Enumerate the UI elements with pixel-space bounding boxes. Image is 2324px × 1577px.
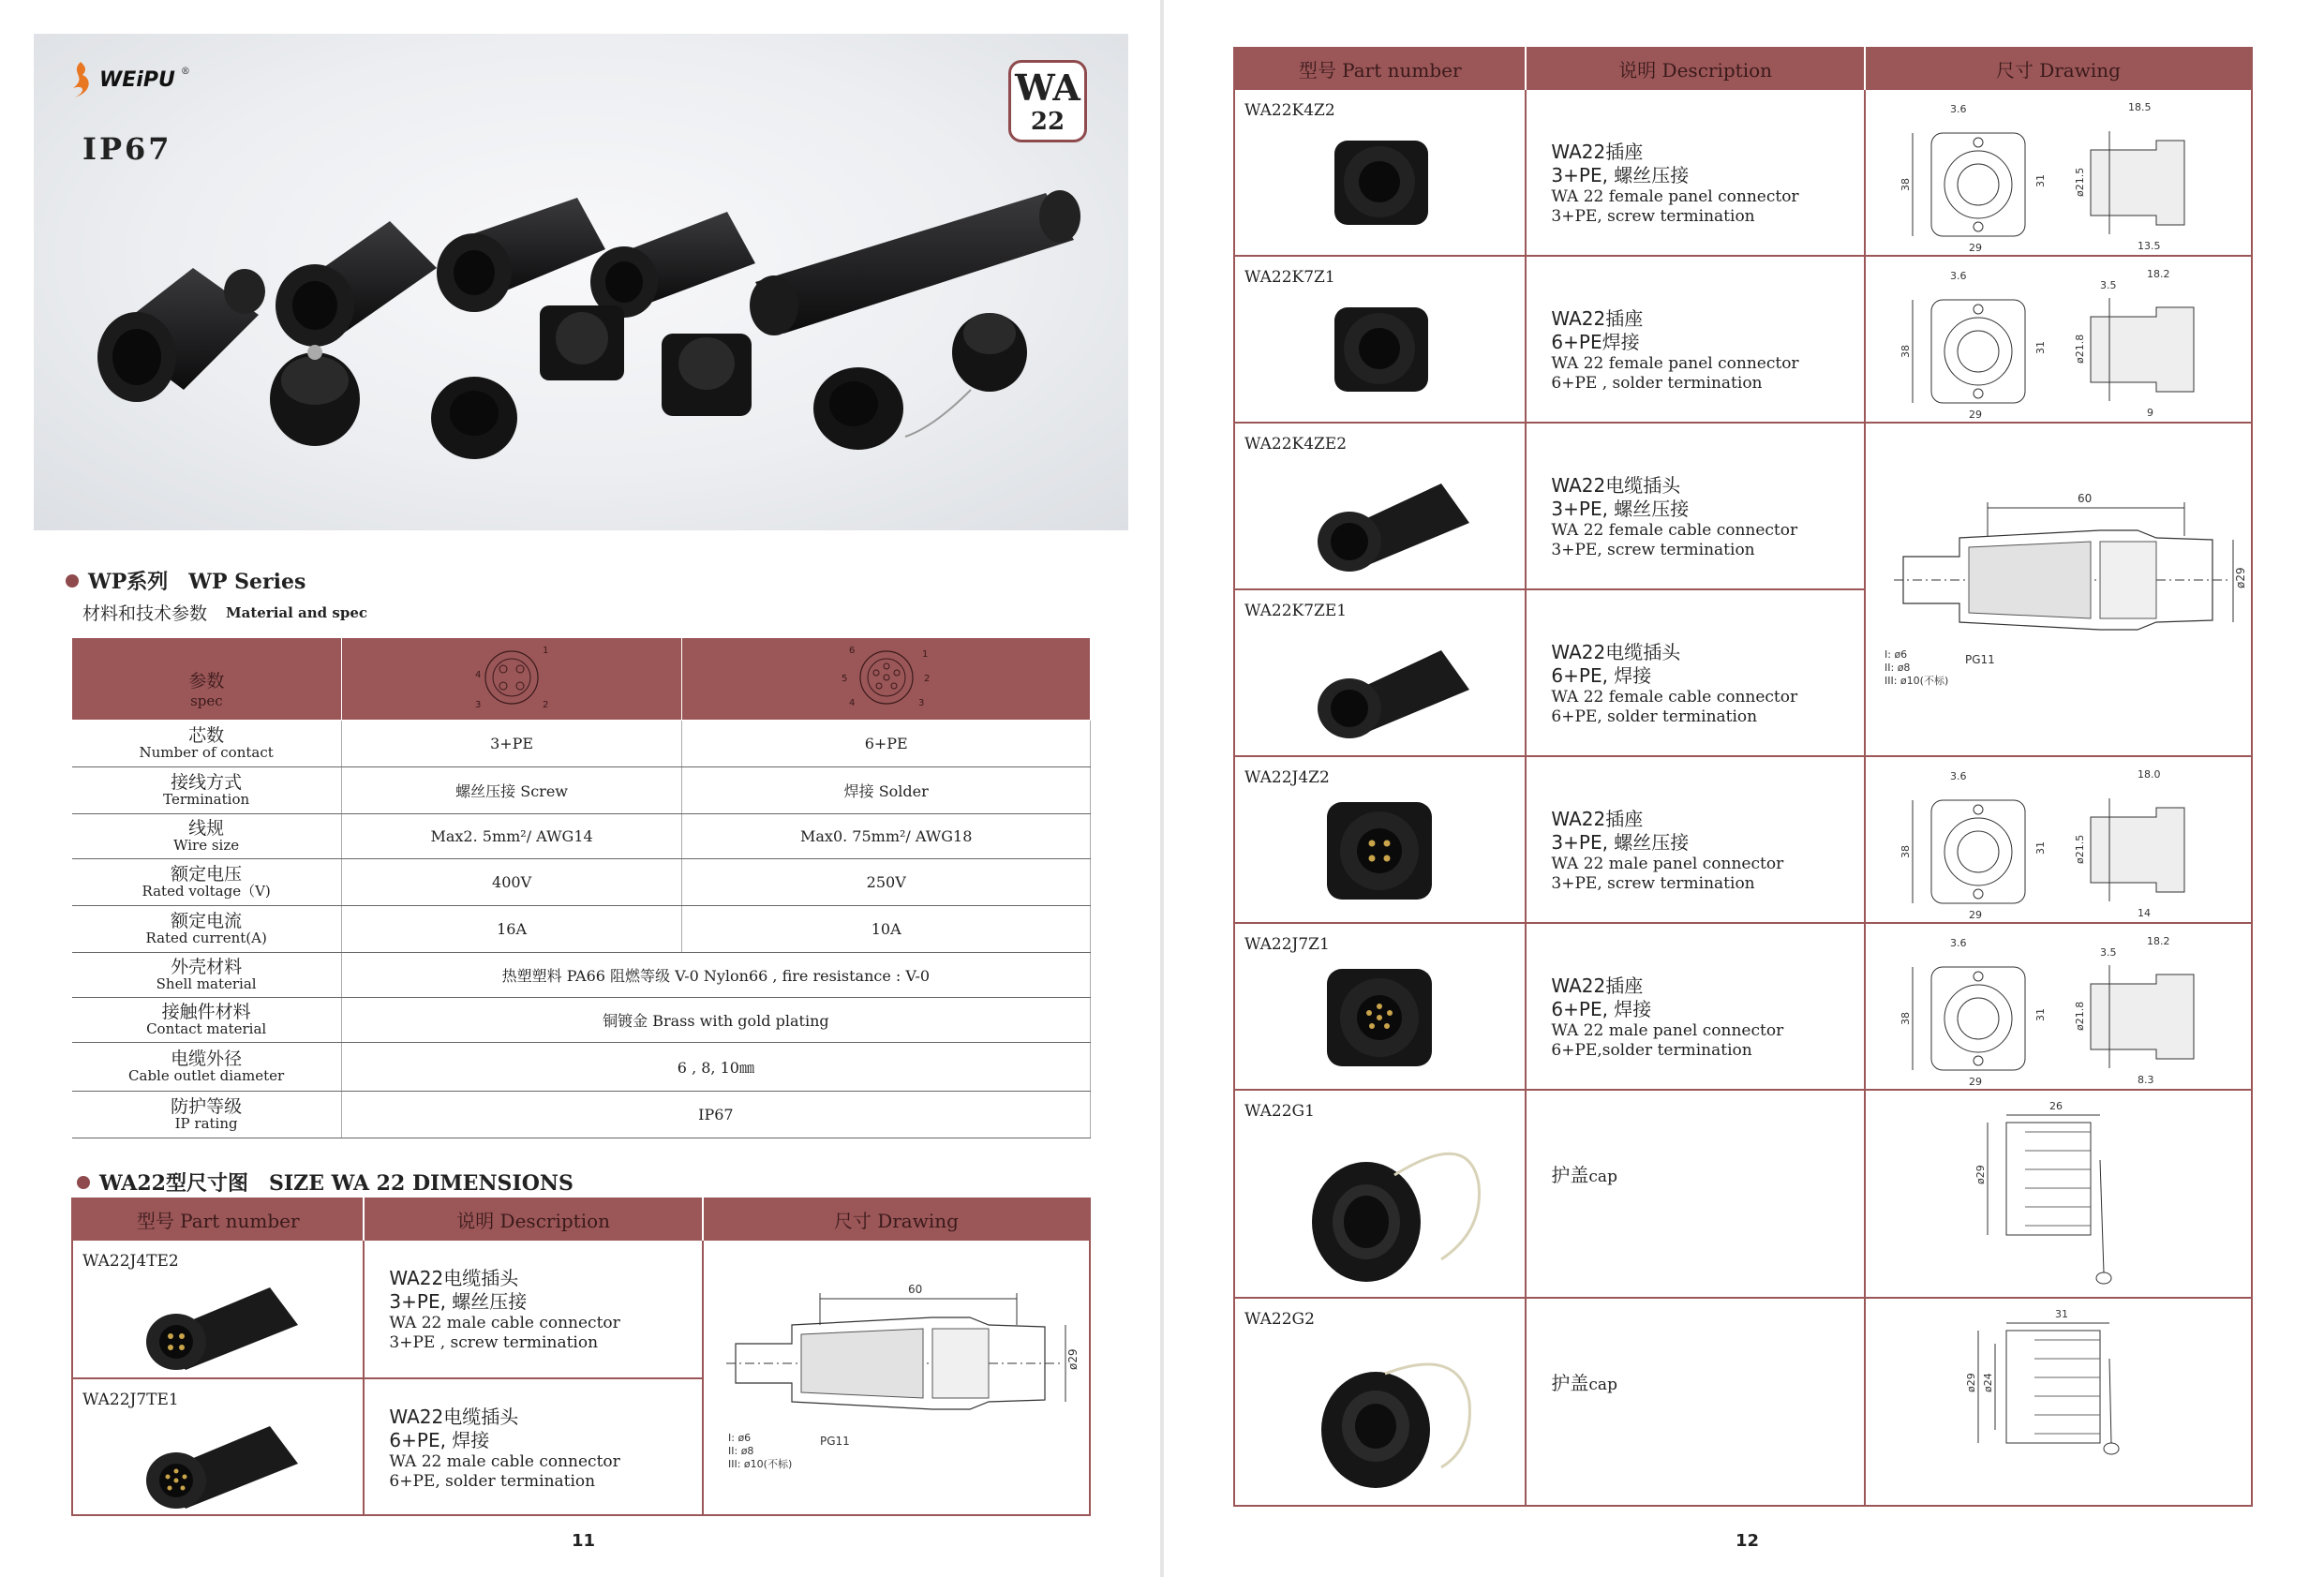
- svg-text:3.6: 3.6: [1949, 770, 1967, 782]
- connector-inline: [750, 190, 1080, 335]
- desc-cap: cap: [1588, 1376, 1617, 1394]
- desc-cn-1: WA22插座: [1551, 808, 1644, 830]
- desc-en-1: WA 22 female panel connector: [1551, 187, 1799, 206]
- description-cell: [1526, 756, 1864, 923]
- svg-text:29: 29: [1968, 909, 1982, 920]
- drawing-cell: [1865, 1298, 2252, 1506]
- svg-text:31: 31: [2034, 341, 2047, 354]
- desc-en-2: 6+PE, solder termination: [1551, 707, 1758, 727]
- svg-text:60: 60: [2077, 492, 2093, 505]
- svg-text:13.5: 13.5: [2137, 240, 2161, 252]
- spec-header-label: 参数 spec: [72, 638, 342, 721]
- svg-text:ø29: ø29: [1964, 1373, 1977, 1392]
- connector-cable-3: [437, 198, 605, 312]
- series-heading: [66, 566, 305, 595]
- svg-text:18.0: 18.0: [2137, 768, 2161, 781]
- desc-en-1: WA 22 male panel connector: [1551, 855, 1784, 873]
- spec-table: [71, 637, 1091, 1138]
- spec-label: 额定电压 Rated voltage（V): [72, 859, 342, 906]
- dimensions-table-p12: [1233, 47, 2253, 1507]
- spec-label: 芯数 Number of contact: [72, 721, 342, 767]
- spec-value: 250V: [682, 859, 1091, 906]
- description-cell: [364, 1240, 702, 1378]
- desc-cn-2: 6+PE, 焊接: [389, 1429, 490, 1451]
- male-panel-connector-image: [1319, 795, 1441, 907]
- pin-layout-7pin: [682, 638, 1091, 721]
- connector-panel-4: [813, 367, 903, 450]
- spec-label: 电缆外径 Cable outlet diameter: [72, 1043, 342, 1092]
- page-12: [1164, 0, 2324, 1577]
- spec-value: Max2. 5mm²/ AWG14: [341, 814, 682, 859]
- brand-name: WEiPU: [99, 67, 175, 92]
- svg-text:ø21.5: ø21.5: [2073, 834, 2086, 864]
- page-number: 12: [1736, 1531, 1760, 1551]
- badge-line-2: 22: [1030, 108, 1065, 136]
- desc-cn-2: 3+PE, 螺丝压接: [389, 1290, 528, 1313]
- desc-cn-2: 6+PE, 焊接: [1551, 664, 1652, 687]
- female-cable-drawing: [1875, 480, 2250, 761]
- description-block: [1527, 307, 1863, 394]
- svg-text:I: ø6: I: ø6: [727, 1432, 751, 1444]
- connector-panel-2: [540, 305, 624, 380]
- page-11: [0, 0, 1160, 1577]
- connector-cap-1: [270, 345, 360, 446]
- spec-label: 接线方式 Termination: [72, 767, 342, 814]
- dimensions-title: WA22型尺寸图 SIZE WA 22 DIMENSIONS: [99, 1171, 574, 1196]
- part-number: WA22K4ZE2: [1244, 435, 1348, 454]
- svg-text:3.5: 3.5: [2099, 946, 2117, 959]
- spec-row: [72, 814, 1091, 859]
- part-number: WA22K7ZE1: [1244, 602, 1348, 620]
- svg-text:2: 2: [543, 699, 549, 710]
- desc-cn-1: WA22插座: [1551, 307, 1644, 330]
- part-number: WA22K7Z1: [1244, 268, 1335, 287]
- female-cable-connector-image: [1301, 628, 1488, 740]
- svg-text:18.2: 18.2: [2146, 268, 2170, 280]
- description-block: [1527, 1164, 1863, 1187]
- series-sub-cn: 材料和技术参数: [82, 603, 208, 624]
- desc-en-2: 3+PE , screw termination: [389, 1333, 599, 1353]
- panel-drawing: [1875, 260, 2250, 420]
- series-sub-en: Material and spec: [226, 603, 367, 621]
- header-drawing: 尺寸 Drawing: [703, 1198, 1090, 1240]
- svg-text:ø21.5: ø21.5: [2073, 167, 2086, 197]
- spec-label: 线规 Wire size: [72, 814, 342, 859]
- header-drawing: 尺寸 Drawing: [1865, 48, 2252, 89]
- svg-text:ø21.8: ø21.8: [2073, 334, 2086, 364]
- desc-cn-1: 护盖: [1551, 1372, 1589, 1394]
- female-panel-connector-image: [1325, 131, 1438, 234]
- desc-cn-1: WA22电缆插头: [389, 1406, 519, 1428]
- svg-text:PG11: PG11: [819, 1435, 850, 1448]
- connector-cable-4: [590, 212, 755, 318]
- desc-cn-2: 3+PE, 螺丝压接: [1551, 498, 1690, 520]
- spec-value: 铜镀金 Brass with gold plating: [341, 998, 1090, 1043]
- header-part-number: 型号 Part number: [1234, 48, 1526, 89]
- panel-drawing: [1875, 761, 2250, 920]
- desc-en-1: WA 22 female cable connector: [1551, 688, 1798, 707]
- table-row: [72, 1240, 1090, 1378]
- connector-cable-1: [97, 268, 265, 402]
- male-cable-drawing: [708, 1250, 1082, 1494]
- spec-value: 热塑塑料 PA66 阻燃等级 V-0 Nylon66 , fire resistance : V-0: [341, 953, 1090, 998]
- spec-row: [72, 721, 1091, 767]
- svg-text:4: 4: [475, 669, 482, 680]
- dimensions-heading: [77, 1168, 574, 1197]
- spec-row: [72, 859, 1091, 906]
- part-number: WA22J7TE1: [82, 1391, 179, 1409]
- table-header: [72, 1198, 1090, 1240]
- spec-label: 接触件材料 Contact material: [72, 998, 342, 1043]
- svg-text:5: 5: [841, 673, 848, 684]
- spec-value: Max0. 75mm²/ AWG18: [682, 814, 1091, 859]
- part-number: WA22G1: [1244, 1102, 1315, 1121]
- svg-text:38: 38: [1899, 845, 1912, 858]
- description-cell: [1526, 256, 1864, 423]
- table-row: [1234, 423, 2252, 589]
- drawing-cell: [1865, 756, 2252, 923]
- desc-cn-1: WA22电缆插头: [389, 1267, 519, 1289]
- spec-value: 6 , 8, 10㎜: [341, 1043, 1090, 1092]
- badge-line-1: WA: [1015, 67, 1080, 109]
- desc-en-2: 6+PE , solder termination: [1551, 374, 1763, 394]
- svg-text:II: ø8: II: ø8: [727, 1445, 754, 1457]
- description-cell: [1526, 1298, 1864, 1506]
- drawing-cell: [703, 1240, 1090, 1515]
- desc-cap: cap: [1588, 1168, 1617, 1186]
- table-row: [1234, 256, 2252, 423]
- header-description: 说明 Description: [364, 1198, 702, 1240]
- pin-diagram-4-icon: [469, 640, 554, 715]
- svg-text:31: 31: [2034, 841, 2047, 855]
- svg-text:3: 3: [475, 699, 482, 710]
- table-row: [1234, 1090, 2252, 1298]
- part-number: WA22G2: [1244, 1310, 1315, 1329]
- description-block: [1527, 141, 1863, 228]
- panel-drawing: [1875, 94, 2250, 253]
- page-number: 11: [572, 1531, 596, 1551]
- pin-layout-4pin: [341, 638, 682, 721]
- svg-text:III: ø10(不标): III: ø10(不标): [727, 1458, 793, 1470]
- description-cell: [1526, 423, 1864, 589]
- dimensions-table-p11: [71, 1198, 1091, 1516]
- part-cell: [1234, 89, 1526, 256]
- desc-en-2: 6+PE,solder termination: [1551, 1041, 1752, 1061]
- svg-text:3: 3: [917, 697, 925, 708]
- svg-text:4: 4: [848, 697, 856, 708]
- male-cable-connector-image: [129, 1407, 317, 1510]
- cap-image: [1301, 1336, 1507, 1495]
- connector-cap-2: [905, 313, 1027, 437]
- description-cell: [1526, 1090, 1864, 1298]
- product-family-photo: [34, 34, 1128, 530]
- svg-text:26: 26: [2048, 1100, 2063, 1112]
- desc-en-2: 6+PE, solder termination: [389, 1472, 596, 1492]
- description-block: [365, 1267, 701, 1354]
- desc-en-1: WA 22 male cable connector: [389, 1452, 620, 1471]
- description-cell: [1526, 89, 1864, 256]
- svg-text:29: 29: [1968, 242, 1982, 253]
- cap-drawing: [1875, 1302, 2250, 1499]
- part-cell: [1234, 589, 1526, 756]
- svg-text:38: 38: [1899, 1012, 1912, 1025]
- male-cable-connector-image: [129, 1269, 317, 1372]
- svg-text:II: ø8: II: ø8: [1884, 662, 1911, 674]
- spec-row: [72, 1043, 1091, 1092]
- svg-text:2: 2: [923, 673, 931, 684]
- desc-cn-2: 6+PE焊接: [1551, 331, 1640, 353]
- spec-header-row: [72, 638, 1091, 721]
- part-cell: [72, 1240, 364, 1378]
- description-block: [365, 1406, 701, 1493]
- part-cell: [1234, 1090, 1526, 1298]
- hero-banner: [34, 34, 1128, 530]
- desc-cn-2: 3+PE, 螺丝压接: [1551, 164, 1690, 186]
- svg-text:1: 1: [921, 648, 929, 660]
- spec-label: 防护等级 IP rating: [72, 1092, 342, 1138]
- desc-en-1: WA 22 female cable connector: [1551, 521, 1798, 540]
- table-row: [1234, 923, 2252, 1090]
- svg-text:ø29: ø29: [1974, 1165, 1987, 1184]
- female-panel-connector-image: [1325, 298, 1438, 401]
- part-number: WA22K4Z2: [1244, 101, 1335, 120]
- desc-cn-2: 6+PE, 焊接: [1551, 998, 1652, 1020]
- part-cell: [1234, 423, 1526, 589]
- desc-en-2: 3+PE, screw termination: [1551, 207, 1755, 227]
- pin-diagram-7-icon: [840, 640, 933, 715]
- desc-en-2: 3+PE, screw termination: [1551, 874, 1755, 894]
- svg-text:I: ø6: I: ø6: [1884, 648, 1907, 661]
- desc-cn-1: WA22插座: [1551, 974, 1644, 997]
- part-number: WA22J4Z2: [1244, 768, 1330, 787]
- spec-value: 16A: [341, 906, 682, 953]
- part-cell: [72, 1378, 364, 1515]
- spec-value: 焊接 Solder: [682, 767, 1091, 814]
- drawing-cell: [1865, 256, 2252, 423]
- part-cell: [1234, 923, 1526, 1090]
- spec-label: 额定电流 Rated current(A): [72, 906, 342, 953]
- spec-value: 10A: [682, 906, 1091, 953]
- svg-text:60: 60: [907, 1283, 923, 1296]
- part-number: WA22J4TE2: [82, 1252, 179, 1271]
- svg-text:18.5: 18.5: [2127, 101, 2152, 113]
- bullet-dot-icon: [77, 1176, 90, 1189]
- svg-text:18.2: 18.2: [2146, 935, 2170, 947]
- svg-text:29: 29: [1968, 409, 1982, 420]
- description-cell: [1526, 589, 1864, 756]
- svg-text:1: 1: [543, 645, 549, 656]
- svg-text:PG11: PG11: [1964, 653, 1995, 666]
- svg-text:31: 31: [2034, 174, 2047, 187]
- description-cell: [1526, 923, 1864, 1090]
- series-title: WP系列 WP Series: [88, 570, 306, 594]
- female-cable-connector-image: [1301, 461, 1488, 573]
- desc-cn-1: 护盖: [1551, 1164, 1589, 1186]
- part-cell: [1234, 1298, 1526, 1506]
- desc-cn-2: 3+PE, 螺丝压接: [1551, 831, 1690, 854]
- svg-text:ø29: ø29: [2233, 567, 2247, 588]
- desc-cn-1: WA22电缆插头: [1551, 641, 1681, 663]
- desc-cn-1: WA22电缆插头: [1551, 474, 1681, 497]
- description-block: [1527, 474, 1863, 561]
- svg-text:ø29: ø29: [1065, 1348, 1080, 1370]
- spec-row: [72, 767, 1091, 814]
- connector-cable-2: [276, 221, 437, 347]
- cap-image: [1301, 1128, 1507, 1287]
- spec-row: [72, 998, 1091, 1043]
- svg-text:3.6: 3.6: [1949, 937, 1967, 949]
- svg-text:38: 38: [1899, 345, 1912, 358]
- spec-row: [72, 906, 1091, 953]
- svg-text:9: 9: [2146, 407, 2153, 419]
- table-row: [1234, 1298, 2252, 1506]
- cap-drawing: [1875, 1094, 2250, 1291]
- svg-text:3.5: 3.5: [2099, 279, 2117, 291]
- desc-en-1: WA 22 male cable connector: [389, 1314, 620, 1332]
- desc-en-2: 3+PE, screw termination: [1551, 541, 1755, 560]
- table-row: [1234, 756, 2252, 923]
- drawing-cell: [1865, 423, 2252, 756]
- header-description: 说明 Description: [1526, 48, 1864, 89]
- svg-text:6: 6: [848, 645, 856, 656]
- svg-text:14: 14: [2137, 907, 2151, 919]
- desc-en-1: WA 22 female panel connector: [1551, 354, 1799, 373]
- connector-panel-3: [662, 334, 752, 416]
- spec-label: 外壳材料 Shell material: [72, 953, 342, 998]
- description-block: [1527, 808, 1863, 895]
- part-number: WA22J7Z1: [1244, 935, 1330, 954]
- spec-value: 螺丝压接 Screw: [341, 767, 682, 814]
- table-row: [1234, 89, 2252, 256]
- svg-text:31: 31: [2054, 1308, 2068, 1320]
- ip-rating-title: IP67: [82, 131, 172, 167]
- spec-value: 400V: [341, 859, 682, 906]
- spec-row: [72, 953, 1091, 998]
- header-part-number: 型号 Part number: [72, 1198, 364, 1240]
- svg-text:III: ø10(不标): III: ø10(不标): [1884, 675, 1949, 687]
- desc-cn-1: WA22插座: [1551, 141, 1644, 163]
- svg-text:29: 29: [1968, 1076, 1982, 1087]
- spec-value: IP67: [341, 1092, 1090, 1138]
- spec-row: [72, 1092, 1091, 1138]
- svg-text:8.3: 8.3: [2137, 1074, 2154, 1086]
- description-block: [1527, 1372, 1863, 1395]
- description-cell: [364, 1378, 702, 1515]
- drawing-cell: [1865, 89, 2252, 256]
- drawing-cell: [1865, 923, 2252, 1090]
- spec-value: 3+PE: [341, 721, 682, 767]
- male-panel-connector-image: [1319, 961, 1441, 1074]
- svg-text:ø24: ø24: [1981, 1373, 1994, 1392]
- part-cell: [1234, 256, 1526, 423]
- svg-text:3.6: 3.6: [1949, 270, 1967, 282]
- description-block: [1527, 641, 1863, 728]
- spec-value: 6+PE: [682, 721, 1091, 767]
- connector-panel-1: [431, 377, 517, 459]
- description-block: [1527, 974, 1863, 1062]
- svg-text:38: 38: [1899, 178, 1912, 191]
- svg-text:31: 31: [2034, 1008, 2047, 1021]
- part-cell: [1234, 756, 1526, 923]
- series-subheading: [82, 600, 367, 625]
- bullet-dot-icon: [66, 574, 79, 588]
- svg-text:3.6: 3.6: [1949, 103, 1967, 115]
- table-header: [1234, 48, 2252, 89]
- panel-drawing: [1875, 928, 2250, 1087]
- registered-mark: ®: [180, 66, 190, 77]
- desc-en-1: WA 22 male panel connector: [1551, 1021, 1784, 1040]
- svg-text:ø21.8: ø21.8: [2073, 1001, 2086, 1031]
- drawing-cell: [1865, 1090, 2252, 1298]
